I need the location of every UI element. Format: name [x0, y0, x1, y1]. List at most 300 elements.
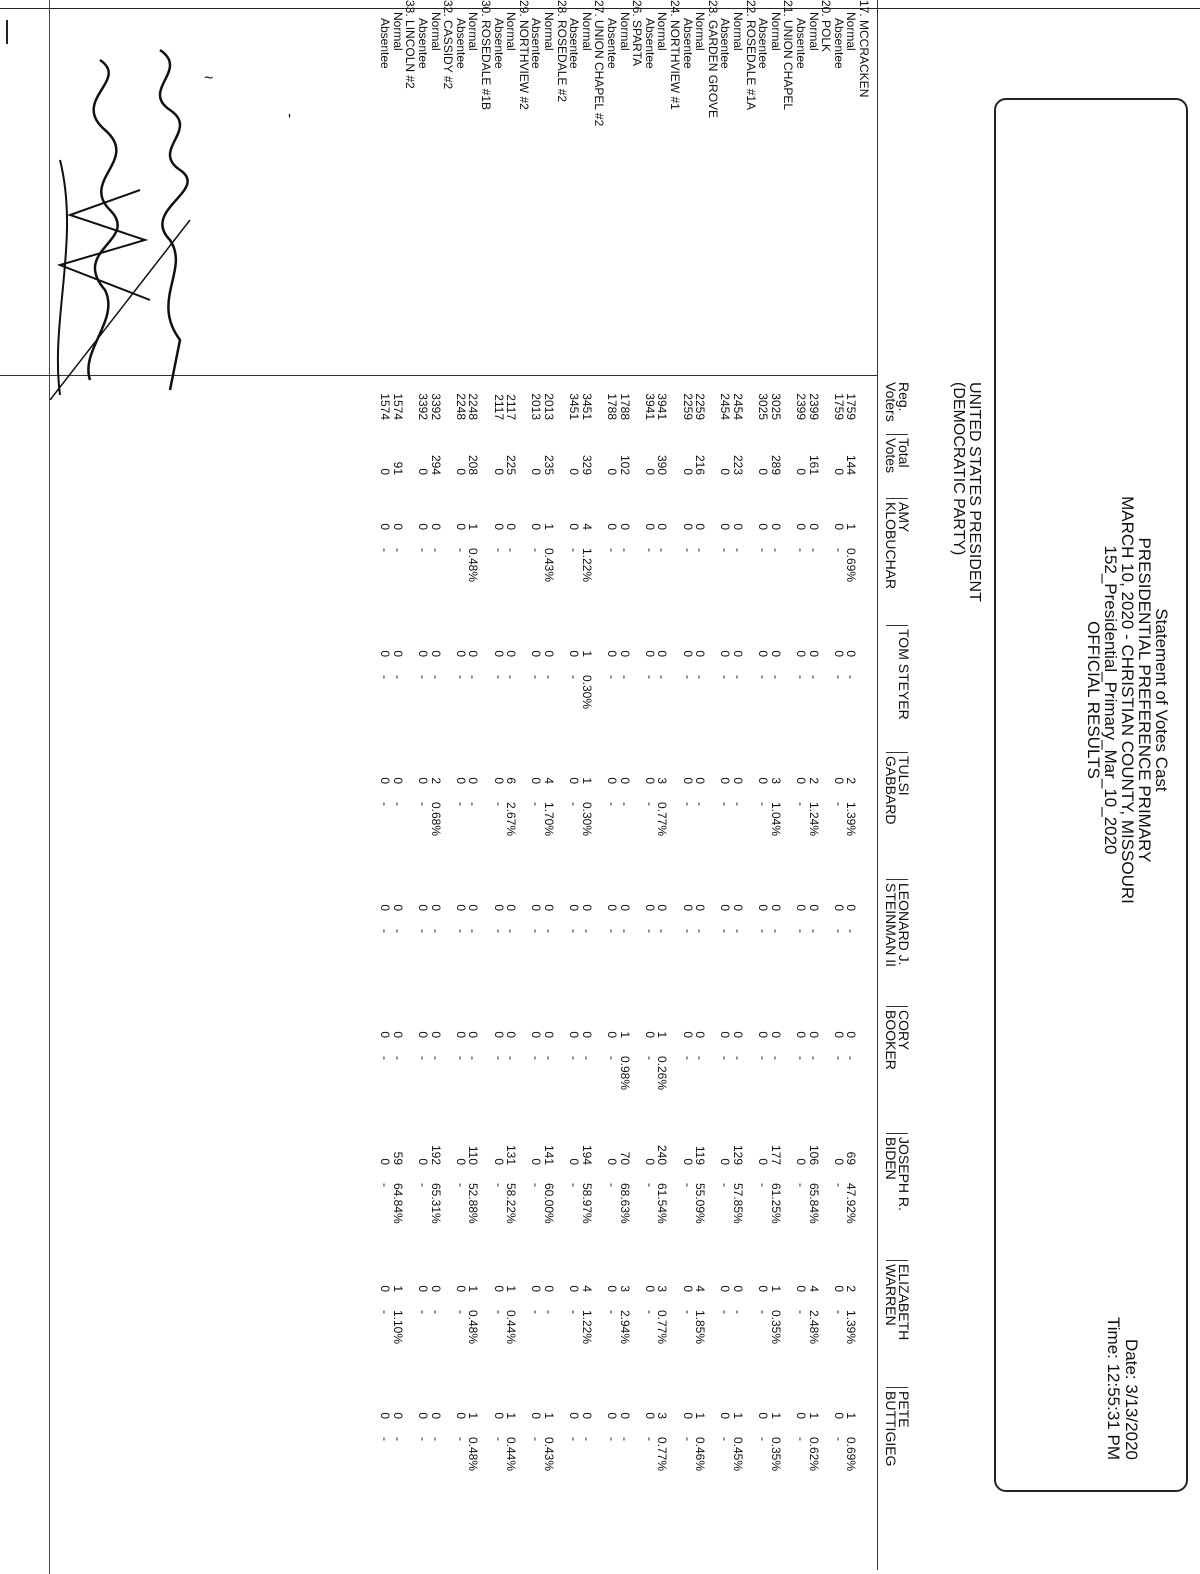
vote-count-value: 0	[491, 1031, 506, 1038]
vote-count-value: 240	[655, 1144, 670, 1165]
reg-voters-value: 1788	[605, 393, 619, 420]
table-row	[757, 0, 769, 1574]
vote-count-value: 0	[453, 650, 468, 657]
precinct-name: 20. POLK	[819, 0, 834, 53]
vote-percent-value: -	[579, 1056, 594, 1060]
vote-count-value: 1	[542, 523, 556, 530]
header-rule	[877, 0, 878, 1570]
vote-percent-value: 55.09%	[693, 1183, 708, 1224]
vote-count-value: 0	[794, 1285, 808, 1292]
vote-count-value: 0	[504, 904, 519, 911]
table-row	[619, 0, 631, 1574]
vote-percent-value: -	[680, 1310, 695, 1314]
vote-count-value: 2	[844, 777, 859, 784]
absentee-label: Absentee	[378, 18, 393, 69]
vote-percent-value: -	[831, 1183, 846, 1187]
vote-percent-value: -	[794, 802, 808, 806]
vote-count-value: 6	[504, 777, 519, 784]
vote-percent-value: -	[718, 1183, 733, 1187]
vote-count-value: 0	[529, 650, 544, 657]
absentee-label: Absentee	[756, 18, 771, 69]
vote-count-value: 0	[794, 1158, 808, 1165]
vote-percent-value: -	[680, 1056, 695, 1060]
precinct-header-row	[669, 0, 681, 1574]
vote-count-value: 0	[731, 1031, 745, 1038]
vote-count-value: 1	[768, 1285, 783, 1292]
vote-count-value: 0	[605, 777, 619, 784]
vote-count-value: 0	[567, 523, 582, 530]
table-row	[430, 0, 442, 1574]
vote-count-value: 0	[617, 650, 632, 657]
table-row	[530, 0, 542, 1574]
vote-percent-value: -	[390, 675, 405, 679]
vote-percent-value: -	[491, 802, 506, 806]
vote-percent-value: -	[642, 929, 657, 933]
total-votes-value: 294	[428, 454, 443, 475]
vote-percent-value: -	[466, 1056, 481, 1060]
vote-count-value: 0	[567, 1158, 582, 1165]
vote-percent-value: -	[642, 1310, 657, 1314]
vote-count-value: 2	[806, 777, 821, 784]
vote-count-value: 0	[731, 1285, 745, 1292]
vote-count-value: 1	[768, 1412, 783, 1419]
candidate-name-line2: WARREN	[883, 1264, 899, 1326]
vote-percent-value: -	[416, 548, 430, 552]
vote-count-value: 0	[390, 650, 405, 657]
vote-percent-value: -	[831, 802, 846, 806]
vote-count-value: 0	[504, 523, 519, 530]
vote-count-value: 0	[642, 1031, 657, 1038]
vote-percent-value: 1.22%	[579, 1310, 594, 1345]
precinct-header-row	[820, 0, 832, 1574]
vote-percent-value: -	[453, 929, 468, 933]
vote-percent-value: -	[831, 675, 846, 679]
vote-count-value: 0	[680, 777, 695, 784]
vote-percent-value: -	[567, 1056, 582, 1060]
precinct-header-row	[745, 0, 757, 1574]
vote-count-value: 0	[605, 1285, 619, 1292]
col-header-candidate-3	[884, 883, 910, 967]
col-header-total-votes-line1: Total	[896, 438, 912, 468]
col-header-separator	[886, 1006, 908, 1007]
vote-percent-value: -	[605, 1437, 619, 1441]
vote-count-value: 0	[831, 1031, 846, 1038]
table-row	[833, 0, 845, 1574]
normal-label: Normal	[768, 12, 783, 51]
reg-voters-value: 2248	[466, 393, 481, 420]
vote-count-value: 0	[680, 523, 695, 530]
vote-count-value: 0	[680, 650, 695, 657]
reg-voters-value: 2117	[504, 394, 519, 420]
vote-count-value: 0	[605, 650, 619, 657]
vote-count-value: 0	[642, 1158, 657, 1165]
vote-count-value: 0	[831, 1158, 846, 1165]
vote-percent-value: -	[567, 675, 582, 679]
vote-percent-value: -	[491, 675, 506, 679]
col-header-reg-voters-line2: Voters	[883, 382, 899, 422]
vote-percent-value: 47.92%	[844, 1183, 859, 1224]
vote-count-value: 0	[642, 1412, 657, 1419]
vote-percent-value: -	[731, 675, 745, 679]
precinct-header-row	[593, 0, 605, 1574]
vote-count-value: 0	[529, 777, 544, 784]
table-row	[808, 0, 820, 1574]
vote-percent-value: -	[768, 929, 783, 933]
vote-percent-value: -	[378, 1056, 393, 1060]
vote-count-value: 0	[453, 1158, 468, 1165]
vote-count-value: 0	[567, 1285, 582, 1292]
vote-count-value: 0	[655, 904, 670, 911]
table-row	[392, 0, 404, 1574]
vote-percent-value: 0.30%	[579, 802, 594, 837]
vote-percent-value: -	[768, 675, 783, 679]
total-votes-value: 0	[680, 468, 695, 475]
normal-label: Normal	[579, 12, 594, 51]
vote-count-value: 0	[416, 650, 430, 657]
vote-count-value: 0	[731, 777, 745, 784]
vote-count-value: 0	[529, 1158, 544, 1165]
vote-percent-value: 60.00%	[542, 1183, 556, 1224]
total-votes-value: 390	[655, 454, 670, 475]
vote-count-value: 0	[491, 1158, 506, 1165]
vote-count-value: 0	[529, 523, 544, 530]
vote-percent-value: -	[567, 1310, 582, 1314]
precinct-name: 24. NORTHVIEW #1	[668, 0, 682, 110]
vote-percent-value: -	[768, 548, 783, 552]
normal-label: Normal	[844, 12, 859, 51]
title-line-5: OFFICIAL RESULTS	[1084, 621, 1103, 779]
vote-count-value: 0	[680, 1285, 695, 1292]
vote-count-value: 0	[794, 650, 808, 657]
table-row	[719, 0, 731, 1574]
vote-percent-value: -	[731, 1056, 745, 1060]
reg-voters-value: 2454	[731, 393, 745, 420]
vote-percent-value: -	[831, 1437, 846, 1441]
vote-count-value: 0	[806, 904, 821, 911]
candidate-name-line1: AMY	[896, 502, 912, 533]
vote-percent-value: 0.43%	[542, 548, 556, 583]
vote-percent-value: -	[680, 675, 695, 679]
vote-count-value: 0	[428, 523, 443, 530]
vote-count-value: 0	[542, 904, 556, 911]
vote-percent-value: -	[567, 1183, 582, 1187]
vote-percent-value: -	[378, 1310, 393, 1314]
vote-count-value: 0	[756, 1158, 771, 1165]
reg-voters-value: 1788	[617, 393, 632, 420]
report-date: Date: 3/13/2020	[1122, 1339, 1141, 1460]
vote-count-value: 0	[756, 904, 771, 911]
precinct-header-row	[518, 0, 530, 1574]
vote-percent-value: -	[529, 929, 544, 933]
vote-count-value: 0	[718, 1031, 733, 1038]
date-time-block	[1104, 1240, 1140, 1460]
absentee-label: Absentee	[416, 18, 430, 69]
vote-percent-value: -	[831, 1310, 846, 1314]
normal-label: Normal	[504, 12, 519, 51]
vote-count-value: 0	[453, 904, 468, 911]
total-votes-value: 0	[378, 468, 393, 475]
vote-count-value: 1	[655, 1031, 670, 1038]
vote-percent-value: 0.35%	[768, 1437, 783, 1472]
total-votes-value: 225	[504, 454, 519, 475]
vote-percent-value: 0.98%	[617, 1056, 632, 1091]
vote-percent-value: -	[718, 548, 733, 552]
vote-percent-value: -	[579, 1437, 594, 1441]
vote-percent-value: 0.45%	[731, 1437, 745, 1472]
vote-count-value: 1	[579, 777, 594, 784]
vote-percent-value: -	[642, 675, 657, 679]
vote-count-value: 0	[416, 1158, 430, 1165]
vote-percent-value: -	[491, 1437, 506, 1441]
vote-count-value: 0	[491, 523, 506, 530]
vote-percent-value: 1.22%	[579, 548, 594, 583]
vote-percent-value: -	[605, 1310, 619, 1314]
vote-count-value: 0	[605, 523, 619, 530]
vote-count-value: 141	[542, 1144, 556, 1165]
vote-count-value: 0	[794, 777, 808, 784]
vote-count-value: 0	[378, 1285, 393, 1292]
vote-count-value: 0	[579, 1031, 594, 1038]
table-row	[581, 0, 593, 1574]
vote-count-value: 0	[491, 777, 506, 784]
vote-count-value: 0	[428, 904, 443, 911]
vote-count-value: 0	[428, 1285, 443, 1292]
handwritten-signatures-image	[40, 40, 200, 400]
vote-percent-value: 0.62%	[806, 1437, 821, 1472]
absentee-label: Absentee	[605, 18, 619, 69]
col-header-candidate-0	[884, 502, 910, 589]
vote-percent-value: 1.04%	[768, 802, 783, 837]
vote-percent-value: -	[794, 1056, 808, 1060]
vote-percent-value: -	[831, 548, 846, 552]
vote-percent-value: -	[491, 1183, 506, 1187]
vote-percent-value: -	[529, 1056, 544, 1060]
vote-percent-value: -	[655, 675, 670, 679]
vote-count-value: 194	[579, 1144, 594, 1165]
reg-voters-value: 2013	[542, 393, 556, 420]
vote-count-value: 0	[680, 1031, 695, 1038]
vote-percent-value: -	[617, 802, 632, 806]
vote-count-value: 0	[731, 523, 745, 530]
candidate-name-line2: GABBARD	[883, 756, 899, 825]
vote-percent-value: 0.44%	[504, 1310, 519, 1345]
stray-tick-mark: '	[288, 112, 292, 129]
vote-percent-value: -	[529, 1310, 544, 1314]
col-header-separator	[886, 879, 908, 880]
vote-count-value: 0	[806, 650, 821, 657]
vote-percent-value: -	[428, 1056, 443, 1060]
table-row	[543, 0, 555, 1574]
vote-percent-value: 0.77%	[655, 802, 670, 837]
vote-percent-value: -	[504, 1056, 519, 1060]
candidate-name-line1: CORY	[896, 1010, 912, 1051]
precinct-name: 21. UNION CHAPEL	[781, 0, 796, 111]
title-line-4: 152_Presidential_Primary_Mar_10_2020	[1101, 545, 1120, 855]
vote-percent-value: -	[831, 929, 846, 933]
vote-percent-value: -	[416, 1437, 430, 1441]
vote-percent-value: -	[390, 1056, 405, 1060]
vote-percent-value: -	[642, 1437, 657, 1441]
vote-count-value: 0	[453, 523, 468, 530]
vote-percent-value: -	[844, 1056, 859, 1060]
vote-count-value: 0	[378, 523, 393, 530]
vote-percent-value: -	[466, 802, 481, 806]
total-votes-value: 0	[529, 468, 544, 475]
vote-count-value: 0	[491, 650, 506, 657]
candidate-name-line2: STEINMAN II	[883, 883, 899, 968]
title-line-3: MARCH 10, 2020 - CHRISTIAN COUNTY, MISSOURI	[1118, 496, 1137, 904]
reg-voters-value: 3392	[416, 393, 430, 420]
vote-percent-value: -	[428, 675, 443, 679]
col-header-reg-voters-line1: Reg.	[896, 382, 912, 412]
vote-percent-value: -	[504, 929, 519, 933]
vote-percent-value: 2.94%	[617, 1310, 632, 1345]
vote-count-value: 0	[693, 1031, 708, 1038]
vote-percent-value: -	[718, 1310, 733, 1314]
reg-voters-value: 2454	[718, 393, 733, 420]
candidate-name-line1: TOM STEYER	[896, 629, 912, 720]
table-row	[606, 0, 618, 1574]
vote-count-value: 0	[390, 1031, 405, 1038]
report-title-block	[1085, 400, 1170, 1000]
vote-percent-value: -	[416, 929, 430, 933]
precinct-name: 29. NORTHVIEW #2	[516, 0, 531, 110]
vote-percent-value: -	[491, 1310, 506, 1314]
vote-count-value: 0	[567, 1031, 582, 1038]
vote-count-value: 0	[378, 777, 393, 784]
vote-percent-value: -	[378, 1183, 393, 1187]
vote-count-value: 0	[718, 1158, 733, 1165]
vote-count-value: 0	[416, 523, 430, 530]
total-votes-value: 161	[806, 454, 821, 475]
vote-count-value: 0	[605, 1031, 619, 1038]
vote-percent-value: -	[567, 802, 582, 806]
reg-voters-value: 3941	[655, 393, 670, 420]
vote-count-value: 69	[844, 1151, 859, 1165]
vote-percent-value: -	[428, 548, 443, 552]
vote-count-value: 0	[617, 1412, 632, 1419]
precinct-header-row	[631, 0, 643, 1574]
vote-percent-value: 2.67%	[504, 802, 519, 837]
reg-voters-value: 3025	[768, 393, 783, 420]
vote-count-value: 0	[378, 1031, 393, 1038]
table-row	[644, 0, 656, 1574]
vote-count-value: 0	[579, 1412, 594, 1419]
vote-count-value: 0	[756, 1285, 771, 1292]
col-header-candidate-7	[884, 1391, 910, 1466]
vote-count-value: 0	[390, 904, 405, 911]
vote-percent-value: -	[579, 929, 594, 933]
vote-percent-value: 0.48%	[466, 548, 481, 583]
vote-count-value: 0	[768, 904, 783, 911]
total-votes-value: 0	[416, 468, 430, 475]
report-time: Time: 12:55:31 PM	[1104, 1317, 1123, 1460]
vote-count-value: 0	[642, 904, 657, 911]
vote-count-value: 0	[844, 650, 859, 657]
vote-percent-value: -	[756, 1437, 771, 1441]
vote-percent-value: -	[794, 929, 808, 933]
precinct-header-row	[707, 0, 719, 1574]
vote-percent-value: -	[794, 1310, 808, 1314]
vote-percent-value: -	[378, 929, 393, 933]
vote-percent-value: -	[693, 548, 708, 552]
precinct-name: 30. ROSEDALE #1B	[479, 0, 493, 111]
candidate-name-line2: BOOKER	[883, 1010, 899, 1070]
candidate-name-line1: PETE	[896, 1391, 912, 1428]
vote-count-value: 59	[390, 1151, 405, 1165]
vote-count-value: 0	[768, 523, 783, 530]
vote-percent-value: -	[378, 675, 393, 679]
vote-percent-value: -	[680, 802, 695, 806]
vote-percent-value: -	[756, 1056, 771, 1060]
vote-count-value: 0	[529, 1412, 544, 1419]
precinct-header-row	[556, 0, 568, 1574]
precinct-name: 26. SPARTA	[630, 0, 645, 67]
total-votes-value: 0	[794, 468, 808, 475]
absentee-label: Absentee	[491, 18, 506, 69]
vote-count-value: 0	[416, 777, 430, 784]
vote-percent-value: 0.26%	[655, 1056, 670, 1091]
total-votes-value: 329	[579, 454, 594, 475]
col-header-separator	[886, 434, 908, 435]
vote-count-value: 119	[693, 1145, 708, 1165]
vote-count-value: 0	[605, 904, 619, 911]
vote-count-value: 0	[642, 650, 657, 657]
vote-percent-value: -	[416, 1310, 430, 1314]
vote-count-value: 3	[655, 777, 670, 784]
precinct-name: 33. LINCOLN #2	[403, 0, 418, 89]
col-header-separator	[886, 752, 908, 753]
vote-percent-value: -	[453, 1183, 468, 1187]
vote-percent-value: -	[655, 548, 670, 552]
vote-percent-value: 1.10%	[390, 1310, 405, 1345]
vote-count-value: 0	[567, 777, 582, 784]
total-votes-value: 289	[768, 454, 783, 475]
vote-count-value: 0	[731, 650, 745, 657]
absentee-label: Absentee	[718, 18, 733, 69]
vote-percent-value: -	[529, 675, 544, 679]
vote-percent-value: -	[390, 1437, 405, 1441]
vote-count-value: 0	[378, 1412, 393, 1419]
vote-percent-value: 0.30%	[579, 675, 594, 710]
vote-count-value: 0	[655, 523, 670, 530]
vote-percent-value: -	[617, 1437, 632, 1441]
vote-count-value: 0	[567, 1412, 582, 1419]
absentee-label: Absentee	[453, 18, 468, 69]
precinct-header-row	[858, 0, 870, 1574]
vote-percent-value: -	[806, 548, 821, 552]
vote-percent-value: -	[529, 1437, 544, 1441]
vote-percent-value: -	[756, 548, 771, 552]
vote-percent-value: -	[756, 1310, 771, 1314]
total-votes-value: 0	[642, 468, 657, 475]
vote-count-value: 0	[756, 777, 771, 784]
vote-count-value: 0	[693, 650, 708, 657]
normal-label: Normal	[655, 12, 670, 51]
vote-percent-value: -	[529, 1183, 544, 1187]
precinct-header-row	[480, 0, 492, 1574]
vote-count-value: 1	[844, 523, 859, 530]
total-votes-value: 0	[831, 468, 846, 475]
absentee-label: Absentee	[680, 18, 695, 69]
vote-count-value: 0	[718, 650, 733, 657]
vote-percent-value: -	[542, 929, 556, 933]
vote-count-value: 0	[806, 523, 821, 530]
vote-count-value: 0	[542, 1285, 556, 1292]
total-votes-value: 0	[718, 468, 733, 475]
vote-percent-value: 0.68%	[428, 802, 443, 837]
table-row	[682, 0, 694, 1574]
